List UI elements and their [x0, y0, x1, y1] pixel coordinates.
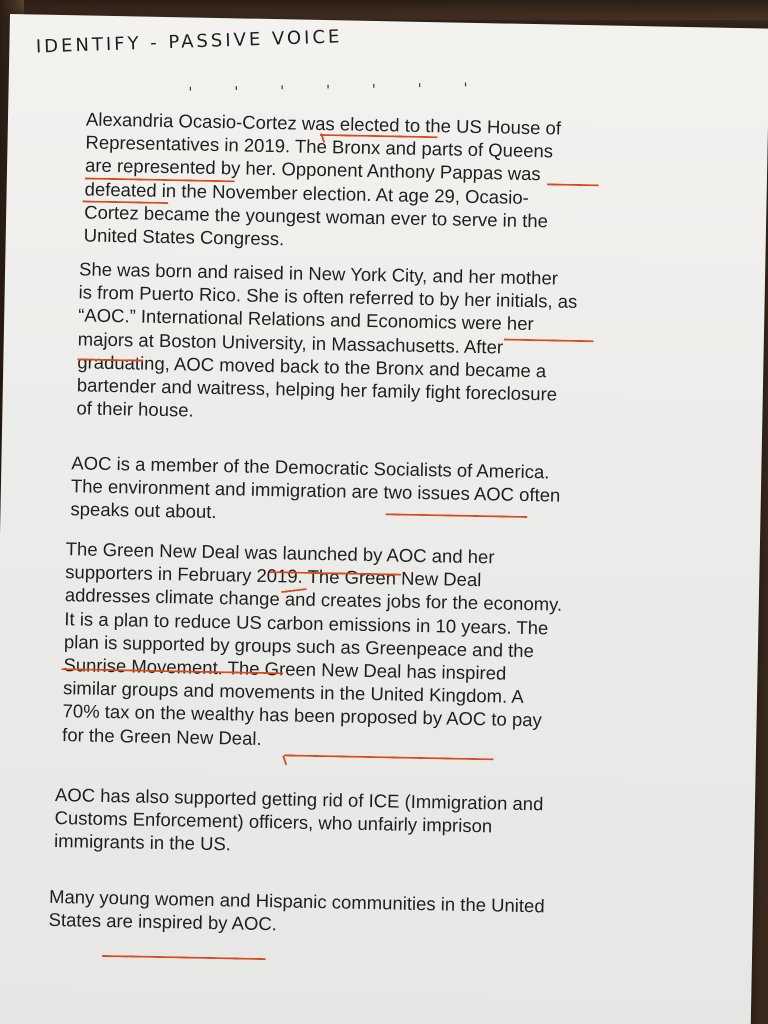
- underline-deal-mark: [282, 755, 287, 765]
- paragraph-ice: AOC has also supported getting rid of ICE (Immigration and Customs Enforcement) officers, who unfairly imprison immigrants in the US.: [53, 784, 544, 855]
- paragraph-green-new-deal: The Green New Deal was launched by AOC and her supporters in February 2019. The Green New Deal addresses climate change and creates jobs for the economy. It is a plan to reduce US carbon emissions in 10 years. The plan is supported by groups such as Greenpeace and the Sunrise Movement. The Green New Deal has inspired similar groups and movements in the United Kingdom. A 70% tax on the wealthy has been proposed by AOC to pay for the Green New Deal.: [61, 538, 563, 749]
- underline-are-inspired: [102, 955, 266, 960]
- paragraph-membership: AOC is a member of the Democratic Socialists of America. The environment and immigration are two issues AOC often speaks out about.: [70, 452, 561, 523]
- paragraph-background: She was born and raised in New York City, and her mother is from Puerto Rico. She is often referred to by her initials, as “AOC.” International Relations and Economics were her majors at Boston University, in Massachusetts. After graduating, AOC moved back to the Bronx and became a bartender and waitress, helping her family fight foreclosure of their house.: [76, 258, 578, 421]
- paragraph-election: Alexandria Ocasio-Cortez was elected to the US House of Representatives in 2019. The Bronx and parts of Queens are represented by her. Opponent Anthony Pappas was defeated in the November election. At age 29, Ocasio- Cortez became the youngest woman ever to serve in the United States Congress.: [83, 108, 562, 250]
- worksheet-page: [0, 14, 768, 1024]
- underline-has-been-proposed: [284, 754, 494, 760]
- paragraph-inspiration: Many young women and Hispanic communities in the United States are inspired by AOC.: [48, 885, 545, 935]
- handwritten-title: IDENTIFY - PASSIVE VOICE: [35, 26, 343, 58]
- handwritten-tick-marks: ''''''': [188, 80, 510, 102]
